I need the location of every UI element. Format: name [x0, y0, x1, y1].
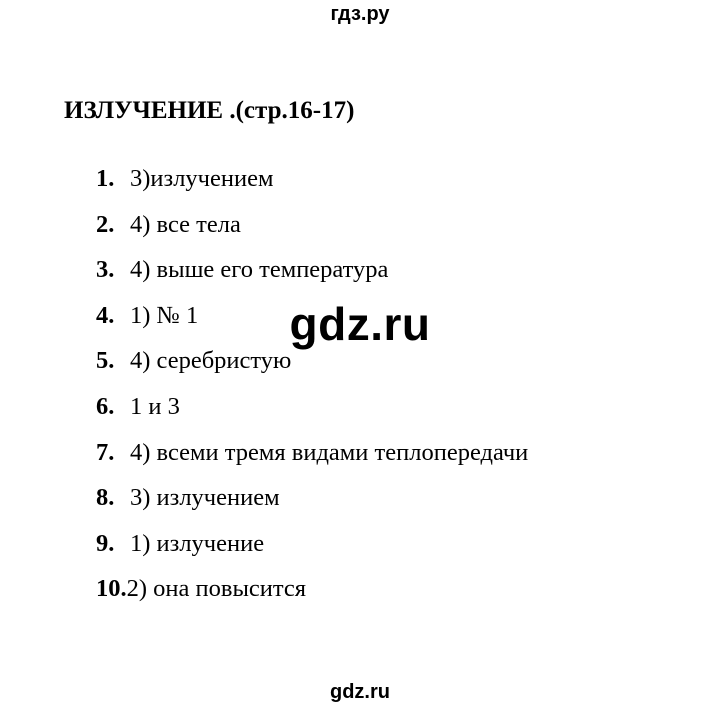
- answer-item-10: [96, 574, 528, 620]
- site-header-text: гдз.ру: [330, 3, 390, 25]
- answer-text: 4) всеми тремя видами теплопередачи: [130, 438, 529, 466]
- answer-number: 4.: [96, 301, 115, 329]
- answer-item-6: [96, 392, 528, 438]
- answer-text: 4) выше его температура: [130, 256, 389, 284]
- answer-item-7: [96, 438, 528, 484]
- answer-number: 7.: [96, 438, 115, 466]
- answer-item-2: [96, 210, 528, 256]
- answer-number: 6.: [96, 392, 115, 420]
- answer-item-9: [96, 529, 528, 575]
- site-footer-link[interactable]: gdz.ru: [330, 681, 390, 703]
- answer-number: 3.: [96, 256, 115, 284]
- answer-text: 1) № 1: [130, 301, 199, 329]
- answer-number: 1.: [96, 165, 115, 192]
- answer-number: 10.: [96, 575, 127, 603]
- answer-number: 9.: [96, 529, 115, 557]
- answer-text: 4) все тела: [130, 210, 241, 238]
- answer-item-8: [96, 483, 528, 529]
- answer-text: 1 и 3: [130, 392, 180, 420]
- answer-number: 2.: [96, 210, 115, 238]
- answer-number: 8.: [96, 484, 115, 512]
- answer-item-3: [96, 255, 528, 301]
- answer-number: 5.: [96, 347, 115, 375]
- answer-text: 3)излучением: [130, 165, 274, 192]
- answer-text: 1) излучение: [130, 529, 265, 557]
- answer-text: 3) излучением: [130, 484, 280, 512]
- page-title: ИЗЛУЧЕНИЕ .(стр.16-17): [64, 97, 355, 124]
- watermark: gdz.ru: [289, 298, 431, 350]
- answer-text: 2) она повысится: [126, 575, 307, 603]
- answer-item-5: [96, 346, 528, 392]
- answer-item-1: [96, 164, 528, 210]
- answer-text: 4) серебристую: [130, 347, 292, 375]
- answer-list: [96, 164, 528, 620]
